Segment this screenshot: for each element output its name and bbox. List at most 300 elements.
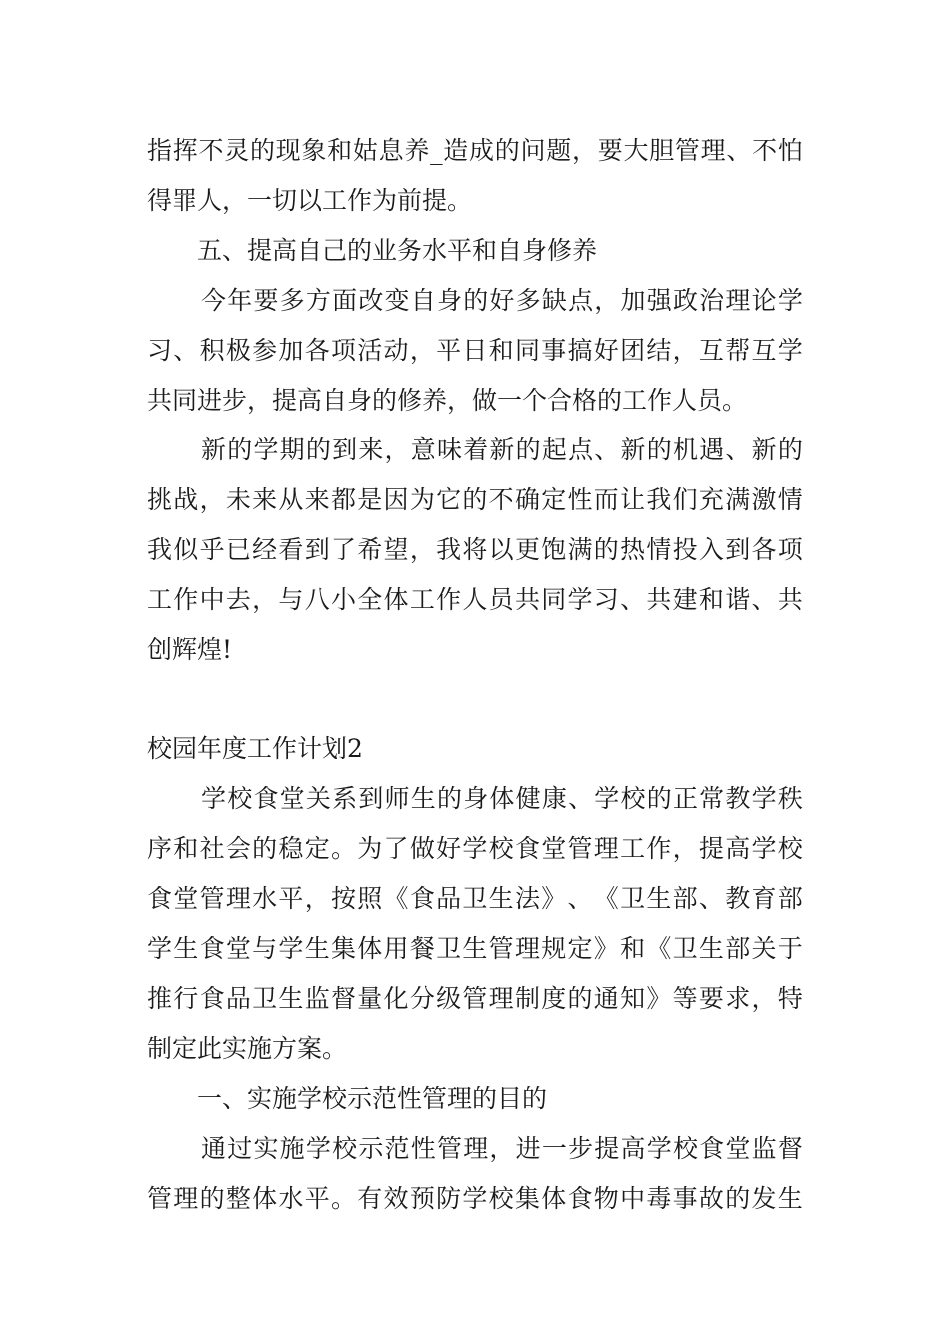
text-char: 平	[304, 1184, 330, 1213]
text-char: 实	[253, 1134, 279, 1163]
text-char: ，	[409, 336, 435, 365]
text-char: 生	[304, 934, 330, 963]
text-char: 遇	[699, 435, 725, 464]
text-char: 作	[173, 585, 199, 614]
text-line	[201, 1133, 803, 1165]
text-char: 》	[646, 984, 672, 1013]
text-char: 不	[488, 485, 514, 514]
text-char: 经	[252, 535, 278, 564]
text-line: 制定此实施方案。	[147, 1034, 348, 1063]
text-line	[147, 534, 803, 566]
text-char: 系	[332, 784, 358, 813]
text-char: 的	[777, 435, 803, 464]
text-char: 水	[252, 884, 278, 913]
text-char: 校	[672, 1134, 698, 1163]
text-char: 做	[409, 834, 435, 863]
text-char: 入	[698, 535, 724, 564]
text-char: 学	[462, 834, 488, 863]
text-char: 要	[698, 984, 724, 1013]
text-char: 康	[541, 784, 567, 813]
text-char: 缺	[541, 286, 567, 315]
text-char: 满	[725, 485, 751, 514]
text-char: 和	[488, 336, 514, 365]
text-char: 工	[147, 585, 173, 614]
text-char: 、	[594, 435, 620, 464]
text-char: 挥	[172, 136, 198, 165]
text-char: 管	[567, 834, 593, 863]
text-char: 身	[436, 286, 462, 315]
text-char: 怕	[777, 136, 803, 165]
text-char: 理	[725, 286, 751, 315]
text-char: 秩	[777, 784, 803, 813]
text-char: 事	[672, 1184, 698, 1213]
text-char: 校	[620, 784, 646, 813]
text-char: ，	[304, 884, 330, 913]
text-char: 要	[597, 136, 623, 165]
text-char: 健	[515, 784, 541, 813]
text-char: 关	[305, 784, 331, 813]
text-char: 毒	[646, 1184, 672, 1213]
text-char: 学	[253, 435, 279, 464]
text-char: 新	[489, 435, 515, 464]
text-char: 学	[278, 934, 304, 963]
text-char: 按	[330, 884, 356, 913]
text-char: 起	[541, 435, 567, 464]
text-char: 于	[777, 934, 803, 963]
text-char: 人	[462, 585, 488, 614]
text-char: 卫	[620, 884, 646, 913]
text-char: 特	[777, 984, 803, 1013]
text-char: 堂	[541, 834, 567, 863]
text-char: 理	[593, 834, 619, 863]
text-char: 生	[698, 934, 724, 963]
text-char: 了	[330, 535, 356, 564]
text-line	[201, 783, 803, 815]
text-char: 情	[646, 535, 672, 564]
text-char: 加	[278, 336, 304, 365]
text-char: 来	[304, 485, 330, 514]
text-char: 它	[436, 485, 462, 514]
text-char: 、	[726, 136, 752, 165]
text-char: 量	[357, 984, 383, 1013]
text-char: 食	[699, 1134, 725, 1163]
text-char: 身	[463, 784, 489, 813]
text-char: 的	[593, 535, 619, 564]
text-char: 学	[751, 784, 777, 813]
text-char: 督	[777, 1134, 803, 1163]
text-char: 建	[672, 585, 698, 614]
text-char: 发	[751, 1184, 777, 1213]
text-line	[147, 983, 803, 1015]
text-char: 的	[646, 435, 672, 464]
text-char: 范	[384, 1134, 410, 1163]
text-char: 堂	[225, 934, 251, 963]
text-char: 求	[725, 984, 751, 1013]
text-char: 帮	[725, 336, 751, 365]
text-char: 水	[278, 1184, 304, 1213]
text-char: 部	[672, 884, 698, 913]
text-char: 体	[383, 585, 409, 614]
text-char: 学	[305, 1134, 331, 1163]
text-line	[147, 484, 803, 516]
text-char: 、	[568, 784, 594, 813]
text-char: 确	[514, 485, 540, 514]
text-char: 管	[199, 884, 225, 913]
text-char: 让	[620, 485, 646, 514]
text-char: 效	[383, 1184, 409, 1213]
text-char: 满	[567, 535, 593, 564]
text-line	[147, 833, 803, 865]
text-char: 师	[384, 784, 410, 813]
text-char: 活	[357, 336, 383, 365]
text-char: 和	[173, 834, 199, 863]
text-char: 、	[173, 336, 199, 365]
text-char: 变	[384, 286, 410, 315]
text-char: 集	[330, 934, 356, 963]
text-char: 未	[225, 485, 251, 514]
text-char: 序	[147, 834, 173, 863]
text-char: 学	[201, 784, 227, 813]
text-char: 校	[488, 1184, 514, 1213]
text-char: 的	[436, 784, 462, 813]
text-char: 极	[225, 336, 251, 365]
text-char: 看	[278, 535, 304, 564]
text-char: 饱	[541, 535, 567, 564]
text-char: 正	[672, 784, 698, 813]
section-heading: 五、提高自己的业务水平和自身修养	[197, 236, 598, 265]
section-heading: 一、实施学校示范性管理的目的	[197, 1084, 548, 1113]
text-char: 定	[304, 834, 330, 863]
text-char: 乎	[199, 535, 225, 564]
text-char: 学	[147, 934, 173, 963]
text-char: ，	[199, 485, 225, 514]
text-char: 更	[514, 535, 540, 564]
text-char: 的	[252, 834, 278, 863]
text-char: 教	[725, 784, 751, 813]
text-char: 象	[301, 136, 327, 165]
text-char: 食	[199, 984, 225, 1013]
text-char: 新	[201, 435, 227, 464]
text-char: 投	[672, 535, 698, 564]
text-char: 法	[514, 884, 540, 913]
text-char: 我	[646, 485, 672, 514]
text-char: 来	[252, 485, 278, 514]
text-char: 定	[567, 934, 593, 963]
text-char: 的	[463, 286, 489, 315]
text-char: 食	[514, 834, 540, 863]
text-char: 食	[147, 884, 173, 913]
text-char: 我	[436, 535, 462, 564]
text-char: 为	[357, 834, 383, 863]
text-char: 化	[383, 984, 409, 1013]
text-char: 平	[436, 336, 462, 365]
text-char: 理	[488, 984, 514, 1013]
text-char: ，	[672, 834, 698, 863]
text-char: 机	[672, 435, 698, 464]
text-char: 问	[520, 136, 546, 165]
text-char: 习	[147, 336, 173, 365]
text-char: 希	[357, 535, 383, 564]
text-line	[147, 335, 803, 367]
text-char: 社	[199, 834, 225, 863]
text-char: 《	[593, 884, 619, 913]
text-char: 关	[751, 934, 777, 963]
text-char: ，	[489, 1134, 515, 1163]
text-char: 不	[752, 136, 778, 165]
text-char: 谐	[725, 585, 751, 614]
text-char: 到	[332, 435, 358, 464]
text-char: 改	[358, 286, 384, 315]
text-char: 激	[751, 485, 777, 514]
text-char: 因	[383, 485, 409, 514]
text-char: 故	[698, 1184, 724, 1213]
text-char: 的	[646, 784, 672, 813]
text-char: ，	[672, 336, 698, 365]
text-char: 等	[672, 984, 698, 1013]
text-char: 各	[751, 535, 777, 564]
text-char: 的	[515, 435, 541, 464]
text-char: 监	[304, 984, 330, 1013]
text-char: 餐	[409, 934, 435, 963]
text-char: 校	[227, 784, 253, 813]
text-char: 校	[332, 1134, 358, 1163]
text-char: ，	[594, 286, 620, 315]
text-char: 胆	[649, 136, 675, 165]
text-char: 小	[330, 585, 356, 614]
text-char: 规	[541, 934, 567, 963]
text-char: 与	[278, 585, 304, 614]
text-char: 食	[253, 784, 279, 813]
text-char: 以	[488, 535, 514, 564]
text-char: 生	[462, 934, 488, 963]
text-char: 。	[330, 1184, 356, 1213]
text-char: 会	[225, 834, 251, 863]
text-char: 热	[620, 535, 646, 564]
text-char: 预	[409, 1184, 435, 1213]
text-char: 理	[514, 934, 540, 963]
text-char: 体	[252, 1184, 278, 1213]
text-char: 品	[225, 984, 251, 1013]
text-char: 卫	[672, 934, 698, 963]
text-char: 望	[383, 535, 409, 564]
text-char: 体	[357, 934, 383, 963]
text-char: 而	[593, 485, 619, 514]
text-char: 学	[777, 286, 803, 315]
text-char: 工	[620, 834, 646, 863]
text-char: 共	[514, 585, 540, 614]
text-char: 学	[567, 585, 593, 614]
text-char: 示	[358, 1134, 384, 1163]
text-char: 平	[278, 884, 304, 913]
text-char: 堂	[279, 784, 305, 813]
text-char: 照	[357, 884, 383, 913]
text-char: ，	[252, 585, 278, 614]
text-char: 加	[620, 286, 646, 315]
text-char: 防	[436, 1184, 462, 1213]
text-char: 的	[567, 984, 593, 1013]
text-char: 制	[514, 984, 540, 1013]
text-char: 部	[725, 934, 751, 963]
text-char: 过	[227, 1134, 253, 1163]
text-char: 作	[436, 585, 462, 614]
text-char: 物	[593, 1184, 619, 1213]
text-char: 的	[725, 1184, 751, 1213]
text-char: 教	[725, 884, 751, 913]
text-char: 到	[304, 535, 330, 564]
text-char: 点	[568, 286, 594, 315]
text-char: 卫	[436, 934, 462, 963]
text-char: 全	[357, 585, 383, 614]
text-char: 成	[469, 136, 495, 165]
text-char: 校	[777, 834, 803, 863]
text-char: 似	[173, 535, 199, 564]
text-char: 从	[278, 485, 304, 514]
text-char: 校	[488, 834, 514, 863]
text-char: 到	[358, 784, 384, 813]
text-char: ，	[409, 535, 435, 564]
text-char: 政	[672, 286, 698, 315]
text-char: 通	[201, 1134, 227, 1163]
text-char: 息	[378, 136, 404, 165]
text-char: 《	[383, 884, 409, 913]
text-char: 共	[777, 585, 803, 614]
text-char: 新	[620, 435, 646, 464]
text-char: 指	[147, 136, 173, 165]
text-char: 习	[593, 585, 619, 614]
text-char: 们	[672, 485, 698, 514]
text-char: 食	[409, 884, 435, 913]
text-char: 治	[699, 286, 725, 315]
text-char: 充	[698, 485, 724, 514]
text-char: 要	[253, 286, 279, 315]
text-char: 理	[700, 136, 726, 165]
text-line: 得罪人，一切以工作为前提。	[147, 186, 473, 215]
text-char: 好	[489, 286, 515, 315]
text-char: 今	[201, 286, 227, 315]
text-char: 着	[463, 435, 489, 464]
text-char: 部	[777, 884, 803, 913]
text-char: 同	[514, 336, 540, 365]
text-char: 共	[646, 585, 672, 614]
text-char: 有	[357, 1184, 383, 1213]
text-char: 理	[225, 884, 251, 913]
text-char: 、	[698, 884, 724, 913]
text-char: _	[430, 136, 443, 165]
text-char: 的	[462, 485, 488, 514]
text-char: 高	[620, 1134, 646, 1163]
text-char: 整	[225, 1184, 251, 1213]
text-char: 食	[199, 934, 225, 963]
text-char: 与	[252, 934, 278, 963]
text-char: 互	[698, 336, 724, 365]
text-char: 作	[646, 834, 672, 863]
text-line	[147, 584, 803, 616]
text-char: 自	[410, 286, 436, 315]
text-char: 进	[515, 1134, 541, 1163]
text-line: 创辉煌!	[147, 635, 233, 664]
text-char: 去	[225, 585, 251, 614]
text-char: 食	[567, 1184, 593, 1213]
text-line	[147, 1183, 803, 1215]
text-char: 品	[436, 884, 462, 913]
text-char: 同	[541, 585, 567, 614]
text-char: 级	[436, 984, 462, 1013]
text-char: 管	[488, 934, 514, 963]
text-char: 施	[279, 1134, 305, 1163]
text-char: 高	[725, 834, 751, 863]
text-char: 用	[383, 934, 409, 963]
text-char: 性	[567, 485, 593, 514]
text-char: 年	[227, 286, 253, 315]
text-char: 八	[304, 585, 330, 614]
text-char: 理	[463, 1134, 489, 1163]
text-char: 的	[249, 136, 275, 165]
text-char: 工	[409, 585, 435, 614]
text-char: 堂	[725, 1134, 751, 1163]
text-char: 姑	[352, 136, 378, 165]
text-char: 题	[546, 136, 572, 165]
text-char: 积	[199, 336, 225, 365]
text-char: 团	[620, 336, 646, 365]
text-char: 多	[279, 286, 305, 315]
text-char: 是	[357, 485, 383, 514]
text-char: 项	[777, 535, 803, 564]
text-char: 定	[541, 485, 567, 514]
text-char: 好	[593, 336, 619, 365]
text-char: 、	[620, 585, 646, 614]
text-char: 步	[568, 1134, 594, 1163]
text-char: 》	[593, 934, 619, 963]
text-char: 学	[646, 1134, 672, 1163]
text-char: 生	[278, 984, 304, 1013]
text-char: 和	[620, 934, 646, 963]
text-char: ，	[384, 435, 410, 464]
text-char: 现	[275, 136, 301, 165]
text-char: 结	[646, 336, 672, 365]
text-char: 期	[279, 435, 305, 464]
text-char: 学	[751, 834, 777, 863]
text-char: 行	[173, 984, 199, 1013]
text-char: 》	[541, 884, 567, 913]
text-char: 推	[147, 984, 173, 1013]
text-char: 了	[383, 834, 409, 863]
text-char: ，	[751, 984, 777, 1013]
text-char: 多	[515, 286, 541, 315]
text-char: 学	[594, 784, 620, 813]
text-char: 项	[330, 336, 356, 365]
text-char: 提	[594, 1134, 620, 1163]
text-char: 的	[305, 435, 331, 464]
text-char: 生	[410, 784, 436, 813]
text-char: 卫	[462, 884, 488, 913]
text-char: 、	[725, 435, 751, 464]
document-title: 校园年度工作计划2	[147, 734, 363, 763]
text-char: 已	[225, 535, 251, 564]
text-char: 论	[751, 286, 777, 315]
text-char: 方	[305, 286, 331, 315]
text-char: 养	[404, 136, 430, 165]
text-char: 的	[199, 1184, 225, 1213]
text-char: 学	[777, 336, 803, 365]
text-char: 的	[227, 435, 253, 464]
text-char: 将	[462, 535, 488, 564]
text-char: 到	[725, 535, 751, 564]
text-char: 、	[751, 585, 777, 614]
text-char: 生	[646, 884, 672, 913]
text-char: 生	[777, 1184, 803, 1213]
text-char: 分	[409, 984, 435, 1013]
text-char: 督	[330, 984, 356, 1013]
